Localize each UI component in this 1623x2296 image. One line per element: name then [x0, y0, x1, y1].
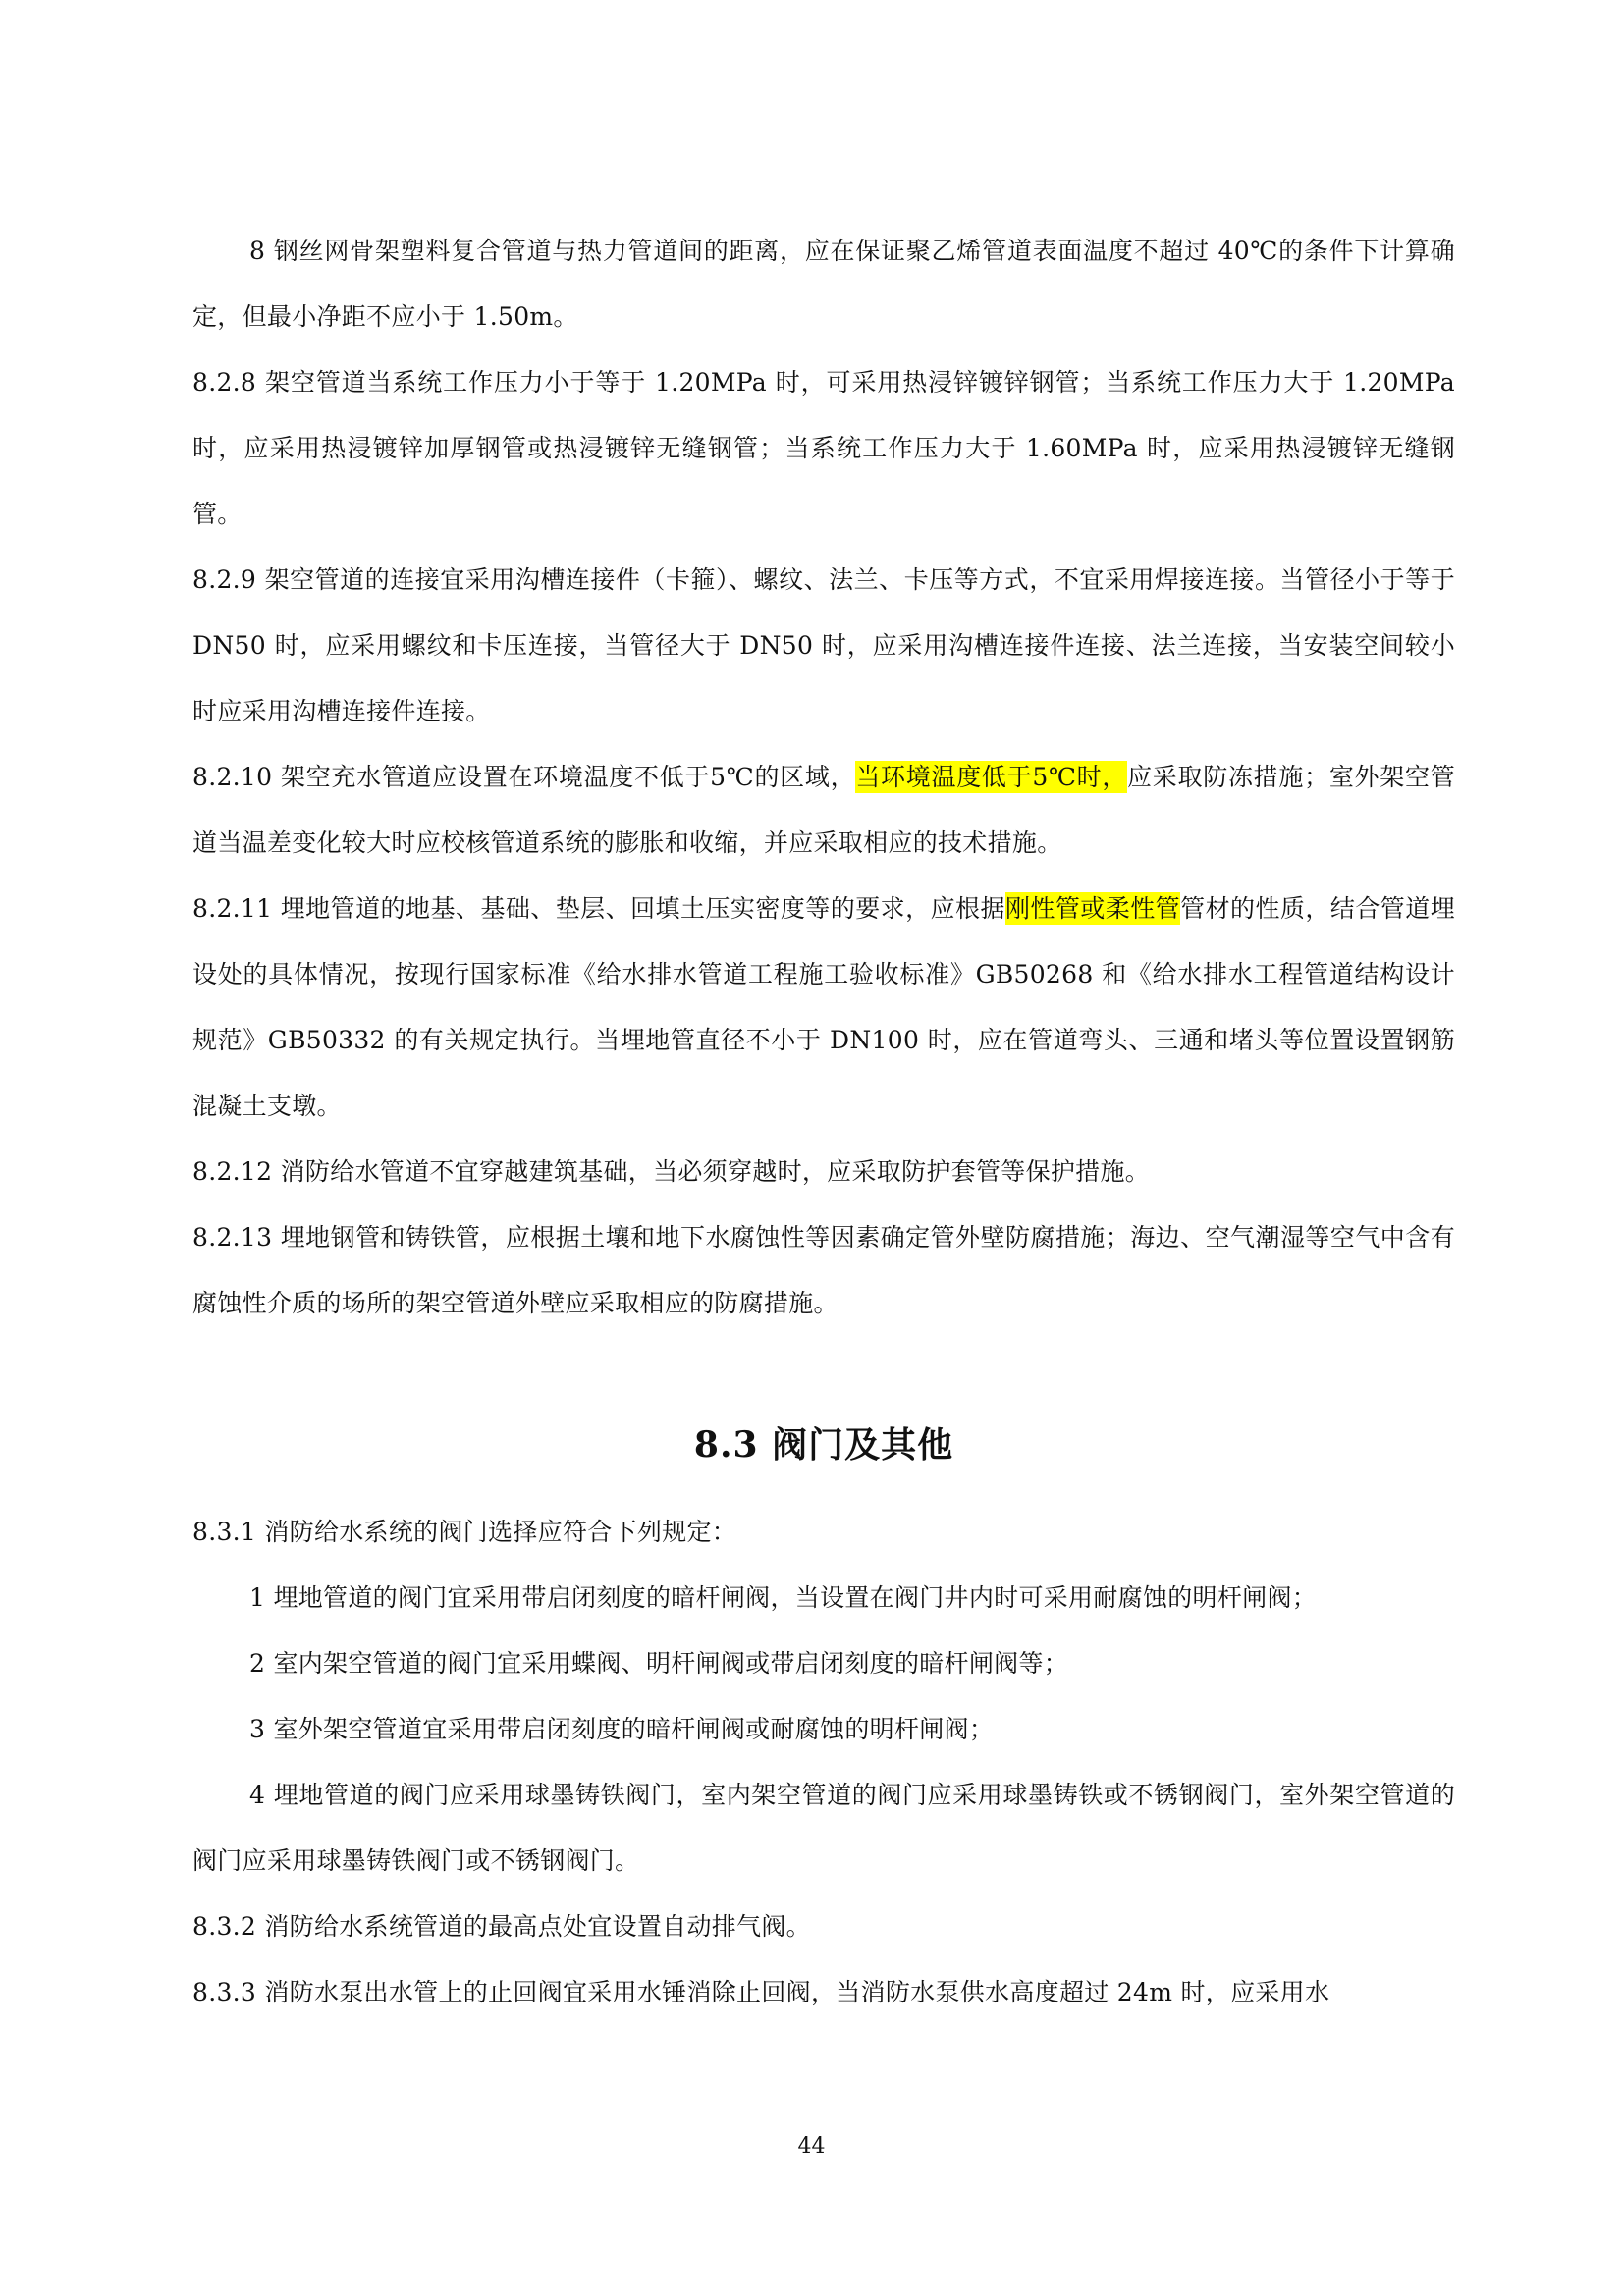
section-8-3-body	[192, 1499, 1455, 2025]
paragraph	[192, 1139, 1455, 1204]
paragraph-text: 8.2.11 埋地管道的地基、基础、垫层、回填土压实密度等的要求，应根据	[192, 894, 1005, 923]
highlighted-text: 刚性管或柔性管	[1004, 894, 1181, 923]
paragraph	[192, 1204, 1455, 1336]
paragraph-text: 8.3.3 消防水泵出水管上的止回阀宜采用水锤消除止回阀，当消防水泵供水高度超过 24m 时，应采用水	[192, 1978, 1330, 2006]
section-8-2-continued	[192, 218, 1455, 1336]
paragraph-text: 8.3.1 消防给水系统的阀门选择应符合下列规定：	[192, 1518, 737, 1546]
paragraph	[192, 1894, 1455, 1959]
paragraph	[192, 1959, 1455, 2025]
paragraph-text: 管材的性质，结合管道埋设处的具体情况，按现行国家标准《给水排水管道工程施工验收标准》GB50268 和《给水排水工程管道结构设计规范》GB50332 的有关规定执行。当埋地管直径不小于 DN100 时，应在管道弯头、三通和堵头等位置设置钢筋混凝土支墩。	[192, 894, 1455, 1120]
paragraph	[192, 547, 1455, 744]
paragraph-text: 8.3.2 消防给水系统管道的最高点处宜设置自动排气阀。	[192, 1912, 811, 1941]
paragraph-text: 应采取防冻措施；室外架空管道当温差变化较大时应校核管道系统的膨胀和收缩，并应采取相应的技术措施。	[192, 763, 1455, 857]
paragraph	[192, 1630, 1455, 1696]
paragraph	[192, 218, 1455, 349]
paragraph-text: 8.2.12 消防给水管道不宜穿越建筑基础，当必须穿越时，应采取防护套管等保护措施。	[192, 1157, 1151, 1186]
paragraph-text: 8 钢丝网骨架塑料复合管道与热力管道间的距离，应在保证聚乙烯管道表面温度不超过 40℃的条件下计算确定，但最小净距不应小于 1.50m。	[192, 237, 1455, 331]
paragraph	[192, 1565, 1455, 1630]
paragraph	[192, 1696, 1455, 1762]
paragraph-text: 4 埋地管道的阀门应采用球墨铸铁阀门，室内架空管道的阀门应采用球墨铸铁或不锈钢阀门，室外架空管道的阀门应采用球墨铸铁阀门或不锈钢阀门。	[192, 1781, 1455, 1875]
paragraph	[192, 349, 1455, 547]
page-number: 44	[797, 2134, 826, 2159]
paragraph-text: 8.2.10 架空充水管道应设置在环境温度不低于5℃的区域，	[192, 763, 856, 791]
paragraph-text: 8.2.9 架空管道的连接宜采用沟槽连接件（卡箍）、螺纹、法兰、卡压等方式，不宜采用焊接连接。当管径小于等于 DN50 时，应采用螺纹和卡压连接，当管径大于 DN50 时，应采用沟槽连接件连接、法兰连接，当安装空间较小时应采用沟槽连接件连接。	[192, 565, 1455, 725]
paragraph-text: 8.2.8 架空管道当系统工作压力小于等于 1.20MPa 时，可采用热浸锌镀锌钢管；当系统工作压力大于 1.20MPa 时，应采用热浸镀锌加厚钢管或热浸镀锌无缝钢管；当系统工作压力大于 1.60MPa 时，应采用热浸镀锌无缝钢管。	[192, 368, 1455, 528]
highlighted-text: 当环境温度低于5℃时，	[855, 763, 1128, 791]
paragraph	[192, 1499, 1455, 1565]
section-title: 8.3 阀门及其他	[693, 1424, 954, 1466]
paragraph-text: 8.2.13 埋地钢管和铸铁管，应根据土壤和地下水腐蚀性等因素确定管外壁防腐措施；海边、空气潮湿等空气中含有腐蚀性介质的场所的架空管道外壁应采取相应的防腐措施。	[192, 1223, 1455, 1317]
paragraph	[192, 876, 1455, 1139]
page-content	[192, 218, 1455, 2025]
paragraph-text: 1 埋地管道的阀门宜采用带启闭刻度的暗杆闸阀，当设置在阀门井内时可采用耐腐蚀的明杆闸阀；	[249, 1583, 1318, 1612]
paragraph	[192, 744, 1455, 876]
paragraph	[192, 1762, 1455, 1894]
paragraph-text: 2 室内架空管道的阀门宜采用蝶阀、明杆闸阀或带启闭刻度的暗杆闸阀等；	[249, 1649, 1069, 1678]
paragraph-text: 3 室外架空管道宜采用带启闭刻度的暗杆闸阀或耐腐蚀的明杆闸阀；	[249, 1715, 995, 1743]
